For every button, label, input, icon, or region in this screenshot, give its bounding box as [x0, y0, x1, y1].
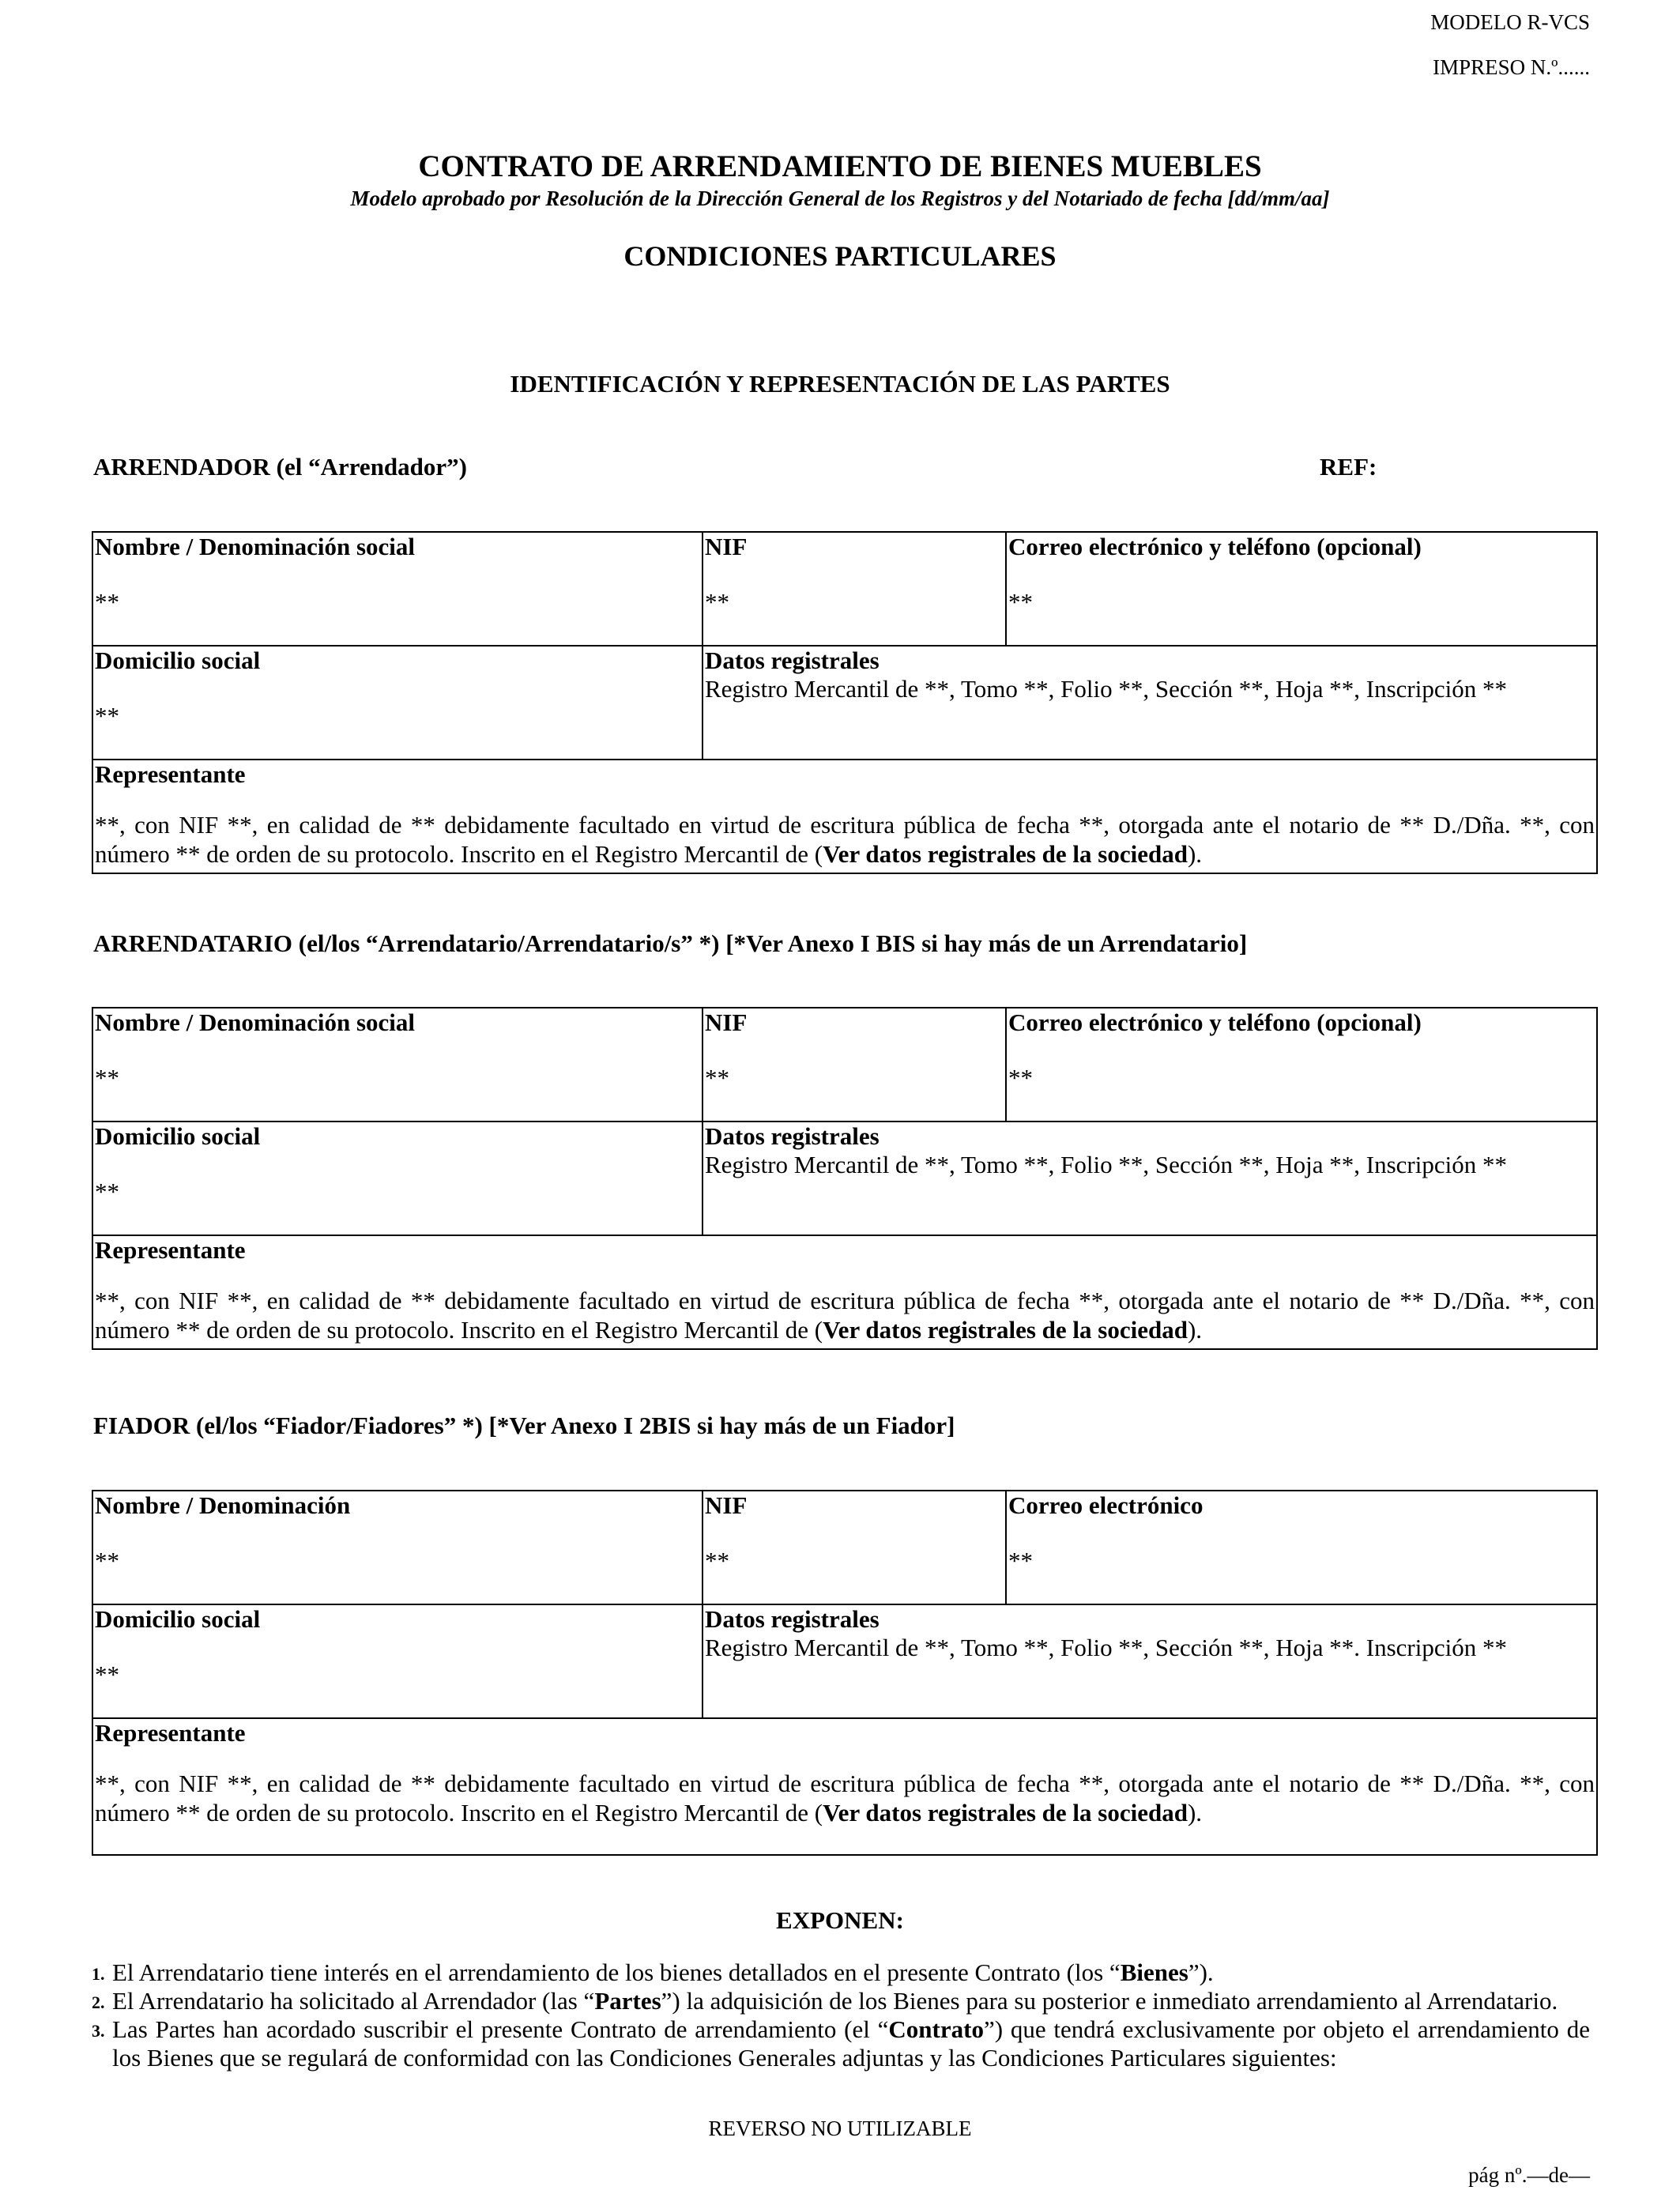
rep-text-bold: Ver datos registrales de la sociedad [823, 840, 1188, 868]
arrendador-rep-cell[interactable] [92, 760, 1597, 873]
arrendador-nif-cell[interactable] [703, 532, 1006, 646]
list-item-bold: Contrato [888, 2015, 984, 2043]
nif-value: ** [705, 588, 729, 616]
fiador-contact-cell[interactable] [1006, 1491, 1597, 1604]
exponen-title: EXPONEN: [776, 1906, 904, 1934]
fiador-name-cell[interactable] [92, 1491, 703, 1604]
rep-text-end: ). [1187, 840, 1203, 868]
registry-value: Registro Mercantil de **, Tomo **, Folio **, Sección **, Hoja **, Inscripción ** [705, 675, 1507, 703]
name-value: ** [95, 1547, 119, 1574]
address-value: ** [95, 1661, 119, 1688]
address-value: ** [95, 1178, 119, 1205]
impreso-number: IMPRESO N.º...... [1433, 55, 1590, 79]
reverso-note: REVERSO NO UTILIZABLE [708, 2117, 972, 2140]
fiador-address-cell[interactable] [92, 1604, 703, 1718]
contact-label: Correo electrónico y teléfono (opcional) [1008, 533, 1422, 560]
list-item [92, 1987, 1590, 2015]
name-label: Nombre / Denominación [95, 1491, 351, 1519]
nif-value: ** [705, 1547, 729, 1574]
page-number: pág nº.—de— [1468, 2163, 1590, 2187]
rep-label: Representante [95, 760, 246, 788]
rep-label: Representante [95, 1236, 246, 1264]
registry-value: Registro Mercantil de **, Tomo **, Folio **, Sección **, Hoja **. Inscripción ** [705, 1634, 1507, 1661]
list-item-number: 1. [92, 1964, 105, 1984]
address-label: Domicilio social [95, 1605, 261, 1633]
list-item [92, 1958, 1590, 1987]
rep-text-bold: Ver datos registrales de la sociedad [823, 1799, 1188, 1826]
parties-title: IDENTIFICACIÓN Y REPRESENTACIÓN DE LAS PARTES [510, 370, 1170, 398]
arrendador-name-cell[interactable] [92, 532, 703, 646]
list-item-number: 3. [92, 2021, 105, 2041]
arrendatario-table [92, 1007, 1598, 1350]
arrendador-heading: ARRENDADOR (el “Arrendador”) [93, 453, 467, 481]
rep-text-end: ). [1187, 1799, 1203, 1826]
list-item-bold: Bienes [1120, 1958, 1188, 1986]
fiador-heading: FIADOR (el/los “Fiador/Fiadores” *) [*Ver Anexo I 2BIS si hay más de un Fiador] [93, 1412, 955, 1439]
arrendatario-rep-cell[interactable] [92, 1235, 1597, 1349]
address-value: ** [95, 702, 119, 729]
contact-value: ** [1008, 1547, 1033, 1574]
contact-value: ** [1008, 1064, 1033, 1091]
arrendatario-nif-cell[interactable] [703, 1008, 1006, 1122]
list-item-text-end: ”). [1188, 1958, 1214, 1986]
arrendatario-heading: ARRENDATARIO (el/los “Arrendatario/Arrendatario/s” *) [*Ver Anexo I BIS si hay más de un Arrendatario] [93, 929, 1248, 957]
arrendatario-contact-cell[interactable] [1006, 1008, 1597, 1122]
arrendatario-name-cell[interactable] [92, 1008, 703, 1122]
arrendador-address-cell[interactable] [92, 646, 703, 760]
fiador-table [92, 1490, 1598, 1856]
list-item-text: El Arrendatario tiene interés en el arrendamiento de los bienes detallados en el presente Contrato (los “ [112, 1958, 1121, 1986]
list-item [92, 2015, 1590, 2072]
arrendador-contact-cell[interactable] [1006, 532, 1597, 646]
rep-text [95, 810, 1595, 871]
ref-label: REF: [1320, 453, 1377, 481]
nif-label: NIF [705, 1491, 748, 1519]
contact-label: Correo electrónico [1008, 1491, 1203, 1519]
list-item-text: El Arrendatario ha solicitado al Arrendador (las “ [112, 1987, 595, 2015]
registry-label: Datos registrales [705, 647, 880, 674]
list-item-text-end: ”) que tendrá exclusivamente por objeto el arrendamiento de los Bienes que se regulará de conformidad con las Condiciones Generales adjuntas y las Condiciones Particulares siguientes: [112, 2015, 1590, 2071]
fiador-registry-cell[interactable] [703, 1604, 1597, 1718]
arrendatario-address-cell[interactable] [92, 1122, 703, 1235]
list-item-text: Las Partes han acordado suscribir el presente Contrato de arrendamiento (el “ [112, 2015, 889, 2043]
registry-value: Registro Mercantil de **, Tomo **, Folio **, Sección **, Hoja **, Inscripción ** [705, 1151, 1507, 1178]
list-item-bold: Partes [594, 1987, 661, 2015]
name-value: ** [95, 1064, 119, 1091]
document-title: CONTRATO DE ARRENDAMIENTO DE BIENES MUEBLES [418, 149, 1262, 183]
rep-text [95, 1769, 1595, 1830]
name-label: Nombre / Denominación social [95, 533, 415, 560]
name-value: ** [95, 588, 119, 616]
fiador-rep-cell[interactable] [92, 1718, 1597, 1855]
contact-value: ** [1008, 588, 1033, 616]
registry-label: Datos registrales [705, 1605, 880, 1633]
rep-text-bold: Ver datos registrales de la sociedad [823, 1316, 1188, 1344]
section-title: CONDICIONES PARTICULARES [623, 240, 1057, 272]
arrendador-table [92, 531, 1598, 874]
rep-text-main: **, con NIF **, en calidad de ** debidamente facultado en virtud de escritura pública de fecha **, otorgada ante el notario de ** D./Dña. **, con número ** de orden de su protocolo. Inscrito en el Registro Mercantil de ( [95, 811, 1595, 868]
rep-label: Representante [95, 1719, 246, 1747]
document-subtitle: Modelo aprobado por Resolución de la Dirección General de los Registros y del Notariado de fecha [dd/mm/aa] [350, 187, 1330, 210]
list-item-number: 2. [92, 1992, 105, 2012]
nif-value: ** [705, 1064, 729, 1091]
rep-text-main: **, con NIF **, en calidad de ** debidamente facultado en virtud de escritura pública de fecha **, otorgada ante el notario de ** D./Dña. **, con número ** de orden de su protocolo. Inscrito en el Registro Mercantil de ( [95, 1770, 1595, 1826]
address-label: Domicilio social [95, 647, 261, 674]
model-code: MODELO R-VCS [1430, 10, 1590, 34]
registry-label: Datos registrales [705, 1122, 880, 1150]
rep-text [95, 1286, 1595, 1347]
exponen-list [92, 1958, 1590, 2072]
fiador-nif-cell[interactable] [703, 1491, 1006, 1604]
name-label: Nombre / Denominación social [95, 1008, 415, 1036]
address-label: Domicilio social [95, 1122, 261, 1150]
contact-label: Correo electrónico y teléfono (opcional) [1008, 1008, 1422, 1036]
rep-text-end: ). [1187, 1316, 1203, 1344]
list-item-text-end: ”) la adquisición de los Bienes para su posterior e inmediato arrendamiento al Arrendatario. [661, 1987, 1558, 2015]
rep-text-main: **, con NIF **, en calidad de ** debidamente facultado en virtud de escritura pública de fecha **, otorgada ante el notario de ** D./Dña. **, con número ** de orden de su protocolo. Inscrito en el Registro Mercantil de ( [95, 1287, 1595, 1344]
arrendador-registry-cell[interactable] [703, 646, 1597, 760]
nif-label: NIF [705, 533, 748, 560]
arrendatario-registry-cell[interactable] [703, 1122, 1597, 1235]
nif-label: NIF [705, 1008, 748, 1036]
